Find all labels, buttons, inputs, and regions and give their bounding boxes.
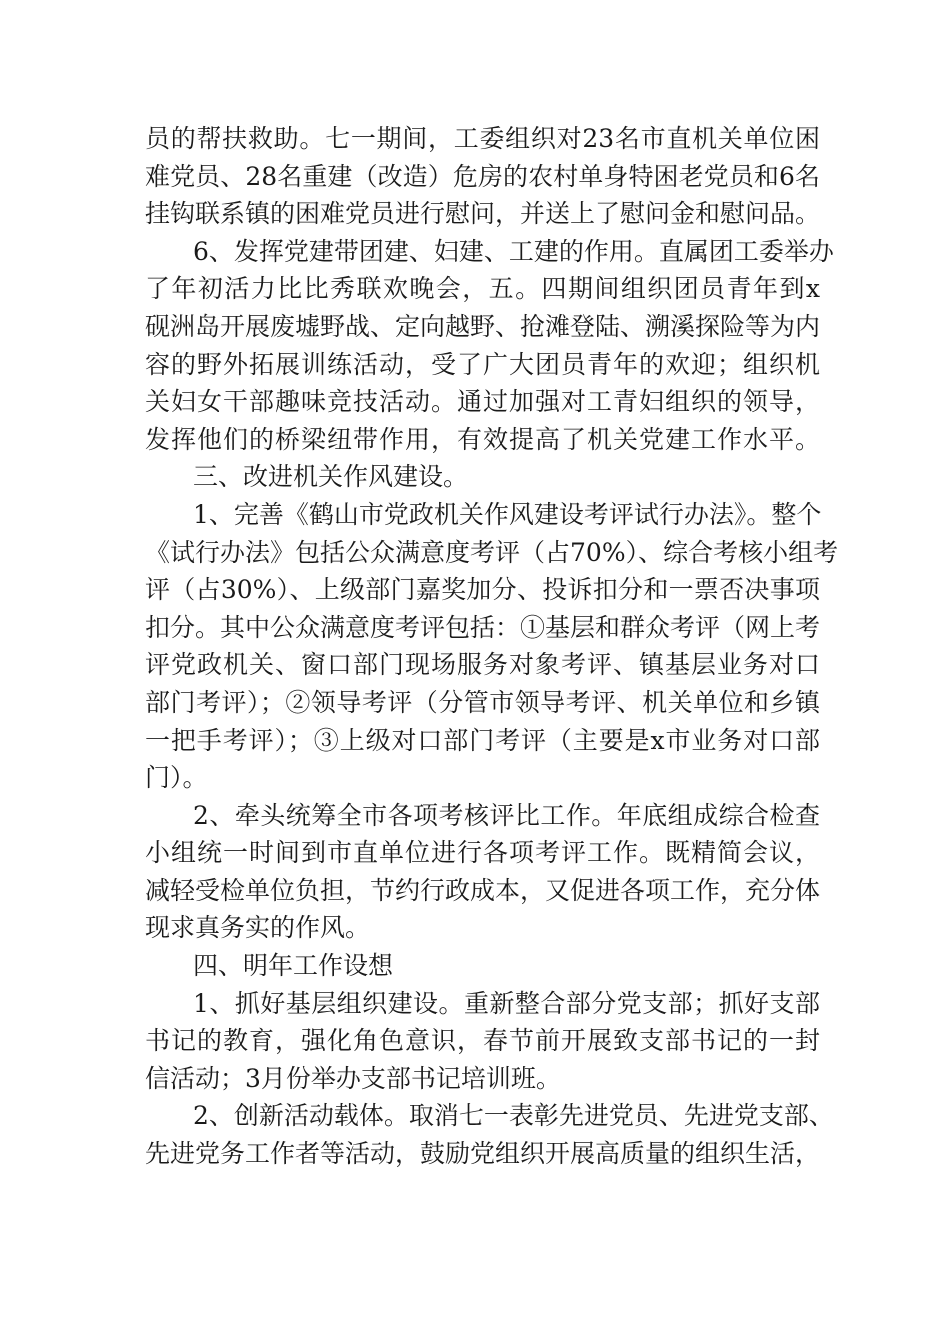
text-line: 2、创新活动载体。取消七一表彰先进党员、先进党支部、 [193,1101,834,1131]
text-line: 员的帮扶救助。七一期间，工委组织对23名市直机关单位困 [145,124,820,153]
text-line: 扣分。其中公众满意度考评包括：①基层和群众考评（网上考 [145,612,821,642]
text-line: 1、完善《鹤山市党政机关作风建设考评试行办法》。整个 [193,499,822,529]
body-text [145,120,839,1173]
text-line: 三、改进机关作风建设。 [193,462,469,492]
text-line: 评（占30%）、上级部门嘉奖加分、投诉扣分和一票否决事项 [145,575,820,605]
text-line: 先进党务工作者等活动，鼓励党组织开展高质量的组织生活， [145,1139,821,1169]
text-line: 评党政机关、窗口部门现场服务对象考评、镇基层业务对口 [145,650,820,680]
text-line: 信活动；3月份举办支部书记培训班。 [145,1063,561,1093]
text-line: 门）。 [145,763,208,793]
text-line: 6、发挥党建带团建、妇建、工建的作用。直属团工委举办 [193,236,834,266]
text-line: 书记的教育，强化角色意识，春节前开展致支部书记的一封 [145,1026,820,1056]
text-line: 1、抓好基层组织建设。重新整合部分党支部；抓好支部 [193,988,820,1018]
text-line: 难党员、28名重建（改造）危房的农村单身特困老党员和6名 [145,161,820,191]
text-line: 四、明年工作设想 [193,951,394,981]
text-line: 砚洲岛开展废墟野战、定向越野、抢滩登陆、溯溪探险等为内 [145,311,821,341]
text-line: 部门考评）；②领导考评（分管市领导考评、机关单位和乡镇 [145,687,820,717]
text-line: 2、牵头统筹全市各项考核评比工作。年底组成综合检查 [193,800,820,830]
text-line: 现求真务实的作风。 [145,913,371,943]
text-line: 挂钩联系镇的困难党员进行慰问，并送上了慰问金和慰问品。 [145,199,821,229]
text-line: 关妇女干部趣味竞技活动。通过加强对工青妇组织的领导， [145,387,820,417]
text-line: 发挥他们的桥梁纽带作用，有效提高了机关党建工作水平。 [145,424,820,454]
text-line: 了年初活力比比秀联欢晚会，五。四期间组织团员青年到x [145,274,820,304]
text-line: 一把手考评）；③上级对口部门考评（主要是x市业务对口部 [145,725,820,755]
text-line: 容的野外拓展训练活动，受了广大团员青年的欢迎；组织机 [145,349,820,379]
text-line: 减轻受检单位负担，节约行政成本，又促进各项工作，充分体 [145,875,821,905]
text-line: 《试行办法》包括公众满意度考评（占70%）、综合考核小组考 [145,537,839,567]
text-line: 小组统一时间到市直单位进行各项考评工作。既精简会议， [145,838,820,868]
